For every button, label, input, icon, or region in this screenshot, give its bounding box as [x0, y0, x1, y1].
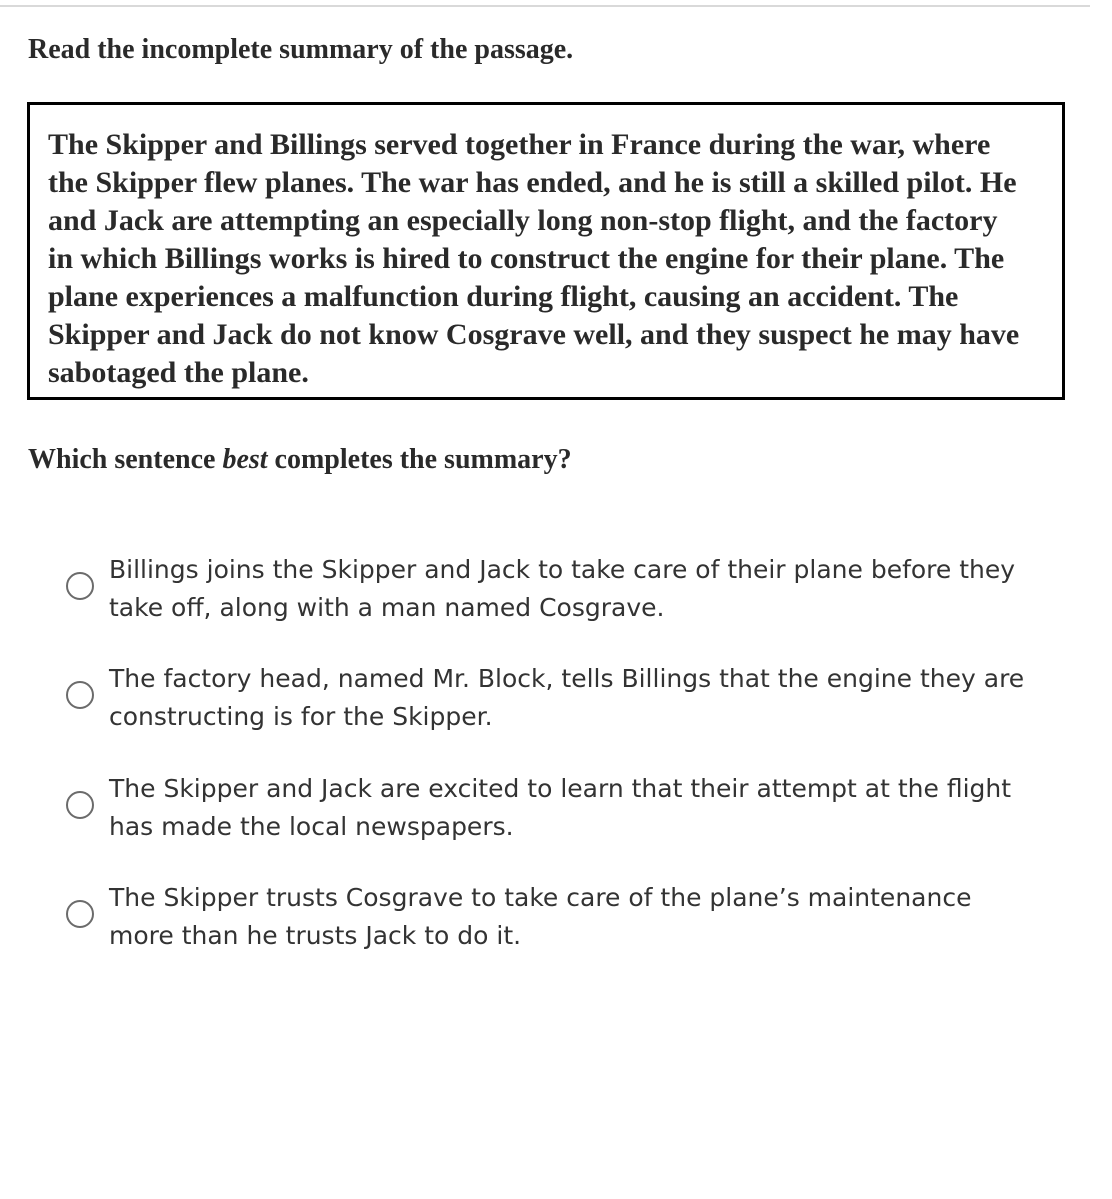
- question-after: completes the summary?: [267, 444, 572, 475]
- answer-option-1[interactable]: [60, 550, 1040, 640]
- summary-text: The Skipper and Billings served together in France during the war, where the Skipper flew planes. The war has ended, and he is still a skilled pilot. He and Jack are attempting an especially long non-stop flight, and the factory in which Billings works is hired to construct the engine for their plane. The plane experiences a malfunction during flight, causing an accident. The Skipper and Jack do not know Cosgrave well, and they suspect he may have sabotaged the plane.: [48, 128, 1020, 389]
- answer-option-label: The Skipper trusts Cosgrave to take care of the plane’s maintenance more than he trusts Jack to do it.: [109, 883, 972, 950]
- radio-button-icon[interactable]: [66, 791, 94, 819]
- summary-box: [27, 102, 1065, 400]
- question-text: [28, 440, 1068, 480]
- answer-option-3[interactable]: [60, 769, 1040, 859]
- question-before: Which sentence: [28, 444, 223, 475]
- radio-button-icon[interactable]: [66, 572, 94, 600]
- answer-option-label: The factory head, named Mr. Block, tells Billings that the engine they are constructing is for the Skipper.: [109, 664, 1025, 731]
- question-emphasis: best: [222, 444, 268, 475]
- radio-button-icon[interactable]: [66, 681, 94, 709]
- top-divider: [0, 5, 1090, 7]
- prompt-text: Read the incomplete summary of the passage.: [28, 34, 574, 65]
- answer-option-2[interactable]: [60, 659, 1040, 749]
- radio-button-icon[interactable]: [66, 900, 94, 928]
- answer-option-label: Billings joins the Skipper and Jack to take care of their plane before they take off, along with a man named Cosgrave.: [109, 555, 1016, 622]
- answer-option-4[interactable]: [60, 878, 1040, 968]
- answer-option-label: The Skipper and Jack are excited to learn that their attempt at the flight has made the local newspapers.: [109, 774, 1012, 841]
